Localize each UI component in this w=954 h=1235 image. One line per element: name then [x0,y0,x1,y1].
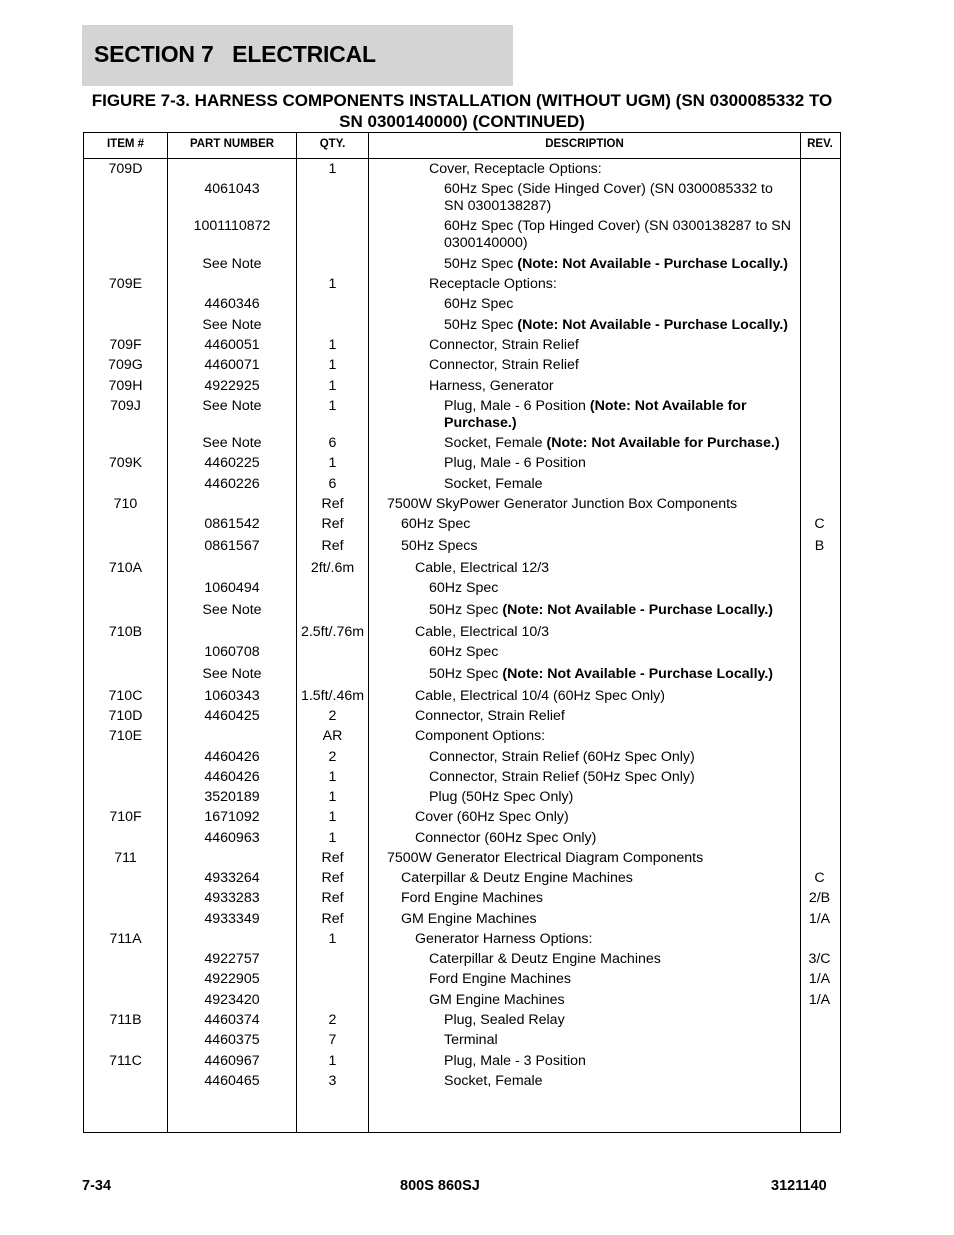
description-text: 60Hz Spec [429,580,499,596]
part-number: 4460346 [204,296,260,312]
availability-note: (Note: Not Available for Purchase.) [546,435,780,451]
description [444,181,794,214]
description-text: Plug, Male - 6 Position [444,455,586,471]
description [401,890,794,907]
item-number: 710C [108,688,143,704]
description [444,296,794,313]
description-text: GM Engine Machines [429,992,565,1008]
revision: 1/A [808,992,831,1008]
quantity: 1 [328,1053,337,1069]
quantity: 1 [328,276,337,292]
description [429,789,794,806]
description [429,644,794,661]
table-row [84,728,840,745]
model-number: 800S 860SJ [400,1178,480,1194]
table-row [84,644,840,661]
item-number: 710A [108,560,143,576]
item-number: 709F [109,337,142,353]
description-text: 60Hz Spec [429,644,499,660]
description [415,624,794,641]
quantity: 1 [328,337,337,353]
table-row [84,181,840,214]
table-row [84,1053,840,1070]
table-row [84,357,840,374]
description-text: 7500W SkyPower Generator Junction Box Components [387,496,738,512]
revision: B [814,538,825,554]
table-row [84,789,840,806]
description-text: 60Hz Spec [444,296,514,312]
description [415,688,794,705]
description-text: Cover (60Hz Spec Only) [415,809,569,825]
quantity: Ref [321,890,344,906]
quantity: 2ft/.6m [310,560,355,576]
table-row [84,337,840,354]
description-text: Socket, Female [444,1073,543,1089]
section-banner [82,25,513,86]
part-number: See Note [202,398,262,414]
quantity: 1 [328,398,337,414]
description [444,476,794,493]
header-description: DESCRIPTION [545,138,624,150]
quantity: 1 [328,931,337,947]
item-number: 710E [108,728,143,744]
quantity: 1 [328,357,337,373]
header-part-number: PART NUMBER [189,138,275,150]
description [429,666,794,683]
description [444,317,794,334]
part-number: 4460967 [204,1053,260,1069]
quantity: 2 [328,708,337,724]
description-text: 50Hz Spec [429,602,503,618]
table-row [84,749,840,766]
revision: 3/C [808,951,831,967]
part-number: 0861567 [204,538,260,554]
description-text: Caterpillar & Deutz Engine Machines [429,951,661,967]
part-number: 4922905 [204,971,260,987]
part-number: 4933349 [204,911,260,927]
description [401,516,794,533]
table-row [84,538,840,555]
table-row [84,602,840,619]
availability-note: (Note: Not Available - Purchase Locally.) [502,666,774,682]
header-divider [84,158,840,159]
description-text: Cable, Electrical 10/3 [415,624,550,640]
quantity: Ref [321,496,344,512]
description-text: Plug (50Hz Spec Only) [429,789,574,805]
description [429,357,794,374]
item-number: 711C [109,1053,142,1069]
description [444,218,794,251]
part-number: See Note [202,256,262,272]
description-text: 50Hz Spec [444,317,518,333]
part-number: See Note [202,602,262,618]
description [429,769,794,786]
description-text: Component Options: [415,728,546,744]
availability-note: (Note: Not Available - Purchase Locally.) [502,602,774,618]
part-number: 4460051 [204,337,260,353]
quantity: Ref [321,911,344,927]
table-row [84,850,840,867]
description-text: 60Hz Spec [401,516,471,532]
part-number: 4460375 [204,1032,260,1048]
description-text: Plug, Male - 3 Position [444,1053,586,1069]
part-number: 4922925 [204,378,260,394]
item-number: 710B [108,624,143,640]
description-text: Generator Harness Options: [415,931,593,947]
description [444,455,794,472]
description [415,708,794,725]
header-item: ITEM # [106,138,145,150]
part-number: 4460426 [204,769,260,785]
table-row [84,624,840,641]
item-number: 711A [109,931,142,947]
part-number: 4460963 [204,830,260,846]
description-text: Connector, Strain Relief (50Hz Spec Only) [429,769,695,785]
item-number: 709J [110,398,141,414]
quantity: Ref [321,538,344,554]
revision: 2/B [808,890,831,906]
table-row [84,256,840,273]
availability-note: (Note: Not Available - Purchase Locally.) [517,256,789,272]
description [429,337,794,354]
description [429,951,794,968]
part-number: 4460426 [204,749,260,765]
quantity: 1 [328,769,337,785]
part-number: See Note [202,666,262,682]
description [415,809,794,826]
description-text: 50Hz Specs [401,538,478,554]
item-number: 710F [109,809,142,825]
description [444,256,794,273]
description [401,911,794,928]
part-number: 1060494 [204,580,260,596]
description-text: Plug, Male - 6 Position [444,398,590,414]
part-number: 4923420 [204,992,260,1008]
part-number: 1671092 [204,809,260,825]
description-text: Connector (60Hz Spec Only) [415,830,597,846]
revision: C [814,516,825,532]
description-text: Terminal [444,1032,498,1048]
revision: 1/A [808,971,831,987]
part-number: 4933283 [204,890,260,906]
table-row [84,951,840,968]
description [429,580,794,597]
revision: C [814,870,825,886]
description [415,728,794,745]
table-row [84,708,840,725]
description-text: Connector, Strain Relief [415,708,565,724]
table-row [84,560,840,577]
part-number: 1060708 [204,644,260,660]
part-number: 4460425 [204,708,260,724]
table-row [84,161,840,178]
quantity: Ref [321,870,344,886]
item-number: 711B [109,1012,142,1028]
table-row [84,890,840,907]
table-row [84,931,840,948]
availability-note: (Note: Not Available for Purchase.) [444,398,747,431]
item-number: 709K [108,455,143,471]
description [429,749,794,766]
description-text: Connector, Strain Relief (60Hz Spec Only) [429,749,695,765]
description-text: 50Hz Spec [444,256,518,272]
description [429,378,794,395]
description-text: 50Hz Spec [429,666,503,682]
table-row [84,911,840,928]
table-row [84,992,840,1009]
table-row [84,218,840,251]
description-text: 7500W Generator Electrical Diagram Components [387,850,704,866]
part-number: 4922757 [204,951,260,967]
quantity: 1 [328,378,337,394]
quantity: AR [322,728,343,744]
description [429,971,794,988]
part-number: 4460226 [204,476,260,492]
part-number: See Note [202,317,262,333]
description-text: 60Hz Spec (Top Hinged Cover) (SN 0300138287 to SN 0300140000) [444,218,791,251]
quantity: Ref [321,516,344,532]
item-number: 711 [114,850,137,866]
part-number: 4460465 [204,1073,260,1089]
section-title: SECTION 7 ELECTRICAL [94,41,376,67]
part-number: 4460374 [204,1012,260,1028]
description-text: Cable, Electrical 12/3 [415,560,550,576]
table-row [84,1012,840,1029]
part-number: 4933264 [204,870,260,886]
item-number: 710D [108,708,143,724]
table-row [84,476,840,493]
description [444,1032,794,1049]
description [429,602,794,619]
description [387,496,794,513]
table-row [84,378,840,395]
quantity: 1 [328,830,337,846]
description [429,992,794,1009]
table-row [84,317,840,334]
description-text: Connector, Strain Relief [429,337,579,353]
item-number: 709E [108,276,143,292]
description-text: Socket, Female [444,476,543,492]
table-row [84,516,840,533]
quantity: 1 [328,789,337,805]
table-row [84,296,840,313]
part-number: 4460071 [204,357,260,373]
header-qty: QTY. [319,138,346,150]
description-text: Socket, Female [444,435,547,451]
table-row [84,398,840,431]
description [415,830,794,847]
table-row [84,830,840,847]
description [444,1012,794,1029]
table-row [84,580,840,597]
description [415,560,794,577]
part-number: 3520189 [204,789,260,805]
table-row [84,688,840,705]
item-number: 710 [113,496,138,512]
part-number: 1060343 [204,688,260,704]
quantity: 2.5ft/.76m [300,624,365,640]
quantity: 6 [328,435,337,451]
part-number: 4061043 [204,181,260,197]
description-text: Cable, Electrical 10/4 (60Hz Spec Only) [415,688,665,704]
table-row [84,971,840,988]
description-text: Harness, Generator [429,378,554,394]
description-text: Cover, Receptacle Options: [429,161,602,177]
part-number: See Note [202,435,262,451]
description-text: 60Hz Spec (Side Hinged Cover) (SN 0300085332 to SN 0300138287) [444,181,773,214]
description [401,870,794,887]
description-text: Plug, Sealed Relay [444,1012,565,1028]
table-row [84,666,840,683]
quantity: Ref [321,850,344,866]
header-rev: REV. [807,138,833,150]
revision: 1/A [808,911,831,927]
description-text: Receptacle Options: [429,276,557,292]
description-text: Ford Engine Machines [429,971,571,987]
table-row [84,1073,840,1090]
description-text: Caterpillar & Deutz Engine Machines [401,870,633,886]
item-number: 709D [108,161,143,177]
page-number: 7-34 [82,1178,112,1194]
item-number: 709G [108,357,143,373]
table-row [84,455,840,472]
quantity: 1 [328,161,337,177]
quantity: 7 [328,1032,337,1048]
description [415,931,794,948]
parts-table [83,132,841,1133]
quantity: 1 [328,455,337,471]
quantity: 3 [328,1073,337,1089]
description [429,276,794,293]
part-number: 0861542 [204,516,260,532]
part-number: 1001110872 [193,218,271,234]
table-row [84,870,840,887]
table-row [84,435,840,452]
description [387,850,794,867]
description-text: Ford Engine Machines [401,890,543,906]
description [444,435,794,452]
description [444,398,794,431]
quantity: 1.5ft/.46m [300,688,365,704]
description [444,1073,794,1090]
table-row [84,769,840,786]
table-row [84,809,840,826]
quantity: 6 [328,476,337,492]
table-row [84,496,840,513]
part-number: 4460225 [204,455,260,471]
table-row [84,1032,840,1049]
quantity: 2 [328,1012,337,1028]
description [444,1053,794,1070]
item-number: 709H [108,378,143,394]
description [429,161,794,178]
quantity: 1 [328,809,337,825]
table-row [84,276,840,293]
description [401,538,794,555]
figure-title: FIGURE 7-3. HARNESS COMPONENTS INSTALLATION (WITHOUT UGM) (SN 0300085332 TO SN 0300140000) (CONTINUED) [91,91,833,131]
availability-note: (Note: Not Available - Purchase Locally.) [517,317,789,333]
quantity: 2 [328,749,337,765]
description-text: GM Engine Machines [401,911,537,927]
description-text: Connector, Strain Relief [429,357,579,373]
document-number: 3121140 [771,1178,827,1194]
